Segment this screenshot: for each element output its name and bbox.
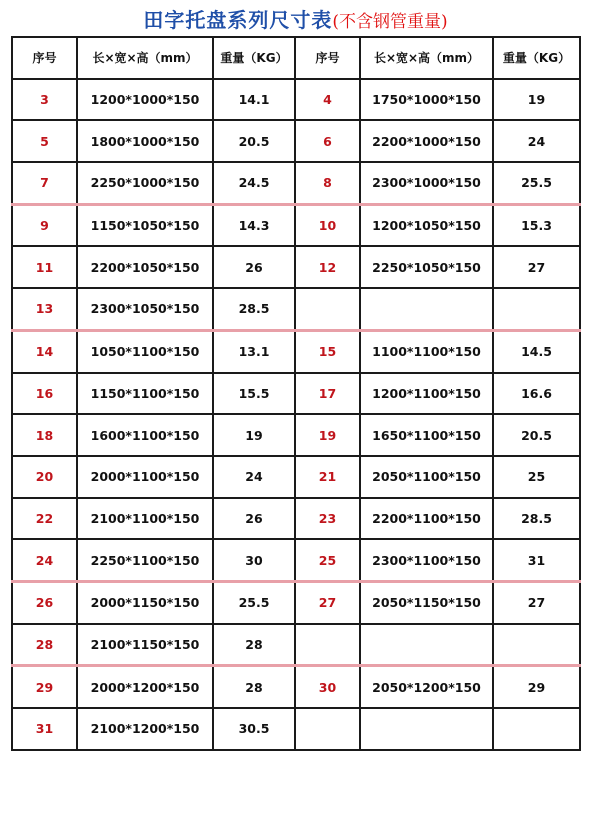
dimensions-cell: 1100*1100*150 xyxy=(360,330,493,372)
weight-cell: 19 xyxy=(493,79,580,121)
weight-cell: 29 xyxy=(493,666,580,708)
dimensions-cell: 2250*1100*150 xyxy=(77,539,213,581)
seq-cell: 11 xyxy=(12,246,77,288)
seq-cell: 16 xyxy=(12,373,77,415)
dimensions-cell: 2100*1200*150 xyxy=(77,708,213,750)
weight-cell: 14.1 xyxy=(213,79,295,121)
seq-cell: 30 xyxy=(295,666,360,708)
weight-cell: 15.3 xyxy=(493,204,580,246)
page-title xyxy=(0,4,591,34)
weight-cell: 30.5 xyxy=(213,708,295,750)
header-seq: 序号 xyxy=(12,37,77,79)
seq-cell: 15 xyxy=(295,330,360,372)
seq-cell: 17 xyxy=(295,373,360,415)
dimensions-cell: 1200*1050*150 xyxy=(360,204,493,246)
table-row xyxy=(12,624,580,666)
seq-cell: 8 xyxy=(295,162,360,204)
seq-cell: 18 xyxy=(12,414,77,456)
weight-cell: 26 xyxy=(213,498,295,540)
table-row xyxy=(12,330,580,372)
weight-cell: 27 xyxy=(493,581,580,623)
header-dimensions: 长×宽×高（mm） xyxy=(360,37,493,79)
dimensions-cell: 2250*1000*150 xyxy=(77,162,213,204)
dimensions-cell: 2200*1000*150 xyxy=(360,120,493,162)
table-row xyxy=(12,581,580,623)
table-row xyxy=(12,666,580,708)
weight-cell: 19 xyxy=(213,414,295,456)
table-row xyxy=(12,373,580,415)
dimensions-cell: 2300*1050*150 xyxy=(77,288,213,330)
header-seq: 序号 xyxy=(295,37,360,79)
table-row xyxy=(12,708,580,750)
weight-cell: 26 xyxy=(213,246,295,288)
weight-cell: 24 xyxy=(213,456,295,498)
seq-cell: 4 xyxy=(295,79,360,121)
seq-cell: 9 xyxy=(12,204,77,246)
dimensions-cell: 2050*1150*150 xyxy=(360,581,493,623)
dimensions-cell: 2300*1000*150 xyxy=(360,162,493,204)
dimensions-cell: 1200*1000*150 xyxy=(77,79,213,121)
seq-cell xyxy=(295,624,360,666)
weight-cell: 16.6 xyxy=(493,373,580,415)
seq-cell: 6 xyxy=(295,120,360,162)
dimensions-cell: 2100*1150*150 xyxy=(77,624,213,666)
dimensions-cell: 2000*1150*150 xyxy=(77,581,213,623)
dimensions-cell: 2250*1050*150 xyxy=(360,246,493,288)
size-table xyxy=(11,36,581,751)
seq-cell: 24 xyxy=(12,539,77,581)
dimensions-cell: 2200*1050*150 xyxy=(77,246,213,288)
weight-cell: 14.5 xyxy=(493,330,580,372)
dimensions-cell: 2000*1200*150 xyxy=(77,666,213,708)
dimensions-cell xyxy=(360,624,493,666)
dimensions-cell: 2100*1100*150 xyxy=(77,498,213,540)
table-row xyxy=(12,162,580,204)
seq-cell: 13 xyxy=(12,288,77,330)
seq-cell: 27 xyxy=(295,581,360,623)
table-row xyxy=(12,246,580,288)
table-row xyxy=(12,414,580,456)
weight-cell: 28 xyxy=(213,666,295,708)
weight-cell: 25 xyxy=(493,456,580,498)
seq-cell: 10 xyxy=(295,204,360,246)
header-weight: 重量（KG） xyxy=(493,37,580,79)
weight-cell: 25.5 xyxy=(493,162,580,204)
weight-cell: 31 xyxy=(493,539,580,581)
weight-cell xyxy=(493,288,580,330)
title-note: (不含钢管重量) xyxy=(332,12,448,32)
weight-cell: 15.5 xyxy=(213,373,295,415)
dimensions-cell: 1650*1100*150 xyxy=(360,414,493,456)
table-row xyxy=(12,288,580,330)
seq-cell: 28 xyxy=(12,624,77,666)
dimensions-cell: 2050*1100*150 xyxy=(360,456,493,498)
seq-cell: 20 xyxy=(12,456,77,498)
weight-cell: 30 xyxy=(213,539,295,581)
weight-cell: 13.1 xyxy=(213,330,295,372)
dimensions-cell: 1050*1100*150 xyxy=(77,330,213,372)
weight-cell xyxy=(493,624,580,666)
header-dimensions: 长×宽×高（mm） xyxy=(77,37,213,79)
seq-cell xyxy=(295,708,360,750)
weight-cell: 20.5 xyxy=(493,414,580,456)
title-main: 田字托盘系列尺寸表 xyxy=(143,8,333,32)
table-row xyxy=(12,456,580,498)
dimensions-cell xyxy=(360,288,493,330)
dimensions-cell: 2200*1100*150 xyxy=(360,498,493,540)
dimensions-cell: 2050*1200*150 xyxy=(360,666,493,708)
seq-cell xyxy=(295,288,360,330)
seq-cell: 23 xyxy=(295,498,360,540)
seq-cell: 22 xyxy=(12,498,77,540)
header-row xyxy=(12,37,580,79)
dimensions-cell: 1600*1100*150 xyxy=(77,414,213,456)
table-row xyxy=(12,79,580,121)
dimensions-cell: 1150*1050*150 xyxy=(77,204,213,246)
weight-cell: 24.5 xyxy=(213,162,295,204)
seq-cell: 21 xyxy=(295,456,360,498)
table-row xyxy=(12,120,580,162)
seq-cell: 14 xyxy=(12,330,77,372)
weight-cell: 25.5 xyxy=(213,581,295,623)
weight-cell: 27 xyxy=(493,246,580,288)
seq-cell: 29 xyxy=(12,666,77,708)
weight-cell: 14.3 xyxy=(213,204,295,246)
table-row xyxy=(12,498,580,540)
seq-cell: 12 xyxy=(295,246,360,288)
dimensions-cell: 1800*1000*150 xyxy=(77,120,213,162)
header-weight: 重量（KG） xyxy=(213,37,295,79)
weight-cell: 24 xyxy=(493,120,580,162)
seq-cell: 3 xyxy=(12,79,77,121)
table-row xyxy=(12,204,580,246)
seq-cell: 7 xyxy=(12,162,77,204)
dimensions-cell: 1150*1100*150 xyxy=(77,373,213,415)
dimensions-cell: 2300*1100*150 xyxy=(360,539,493,581)
seq-cell: 26 xyxy=(12,581,77,623)
weight-cell: 28.5 xyxy=(213,288,295,330)
dimensions-cell xyxy=(360,708,493,750)
seq-cell: 5 xyxy=(12,120,77,162)
dimensions-cell: 2000*1100*150 xyxy=(77,456,213,498)
seq-cell: 31 xyxy=(12,708,77,750)
table-row xyxy=(12,539,580,581)
seq-cell: 19 xyxy=(295,414,360,456)
seq-cell: 25 xyxy=(295,539,360,581)
dimensions-cell: 1200*1100*150 xyxy=(360,373,493,415)
weight-cell: 20.5 xyxy=(213,120,295,162)
weight-cell: 28.5 xyxy=(493,498,580,540)
dimensions-cell: 1750*1000*150 xyxy=(360,79,493,121)
weight-cell: 28 xyxy=(213,624,295,666)
weight-cell xyxy=(493,708,580,750)
